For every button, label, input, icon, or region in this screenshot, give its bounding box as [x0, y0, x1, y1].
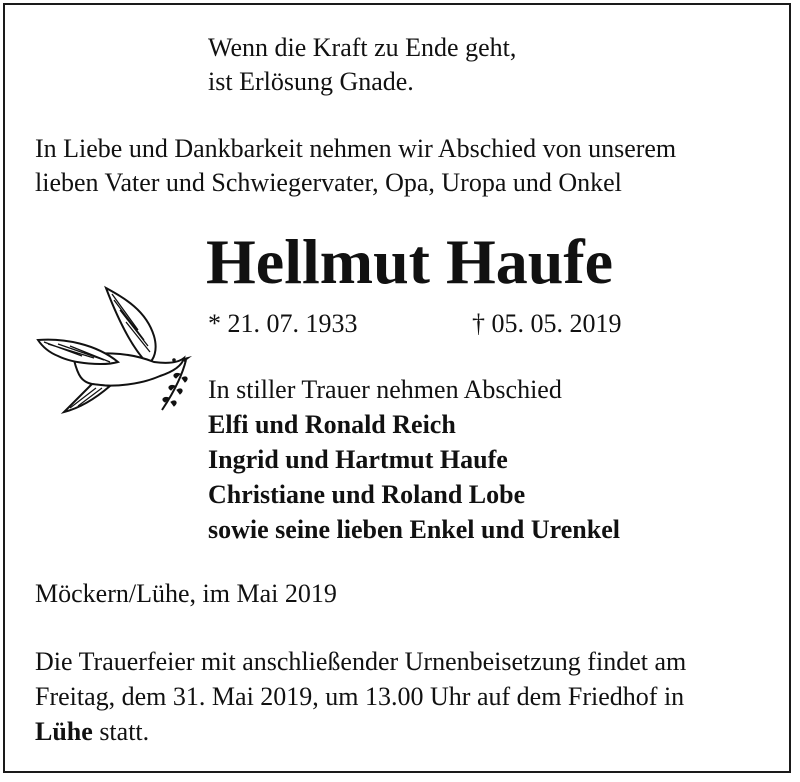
motto-line-1: Wenn die Kraft zu Ende geht,: [208, 33, 517, 62]
motto-line-2: ist Erlösung Gnade.: [208, 67, 414, 96]
intro-line-2: lieben Vater und Schwiegervater, Opa, Uropa und Onkel: [35, 168, 622, 197]
funeral-line-3: [35, 716, 149, 748]
funeral-line-1: Die Trauerfeier mit anschließender Urnenbeisetzung findet am: [35, 647, 687, 676]
mourner-name: Christiane und Roland Lobe: [208, 480, 526, 509]
mourners-heading: In stiller Trauer nehmen Abschied: [208, 375, 562, 404]
intro-line-1: In Liebe und Dankbarkeit nehmen wir Abschied von unserem: [35, 134, 677, 163]
funeral-suffix: statt.: [92, 717, 150, 746]
death-date: † 05. 05. 2019: [472, 309, 622, 338]
birth-date: * 21. 07. 1933: [208, 309, 358, 338]
mourner-name: Ingrid und Hartmut Haufe: [208, 445, 508, 474]
mourner-name: Elfi und Ronald Reich: [208, 410, 456, 439]
funeral-line-2: Freitag, dem 31. Mai 2019, um 13.00 Uhr auf dem Friedhof in: [35, 682, 685, 711]
dove-with-olive-branch-icon: [34, 280, 194, 420]
funeral-place: Lühe: [35, 717, 93, 746]
mourner-name: sowie seine lieben Enkel und Urenkel: [208, 515, 620, 544]
deceased-name: Hellmut Haufe: [206, 226, 614, 297]
place-and-date: Möckern/Lühe, im Mai 2019: [35, 579, 337, 608]
